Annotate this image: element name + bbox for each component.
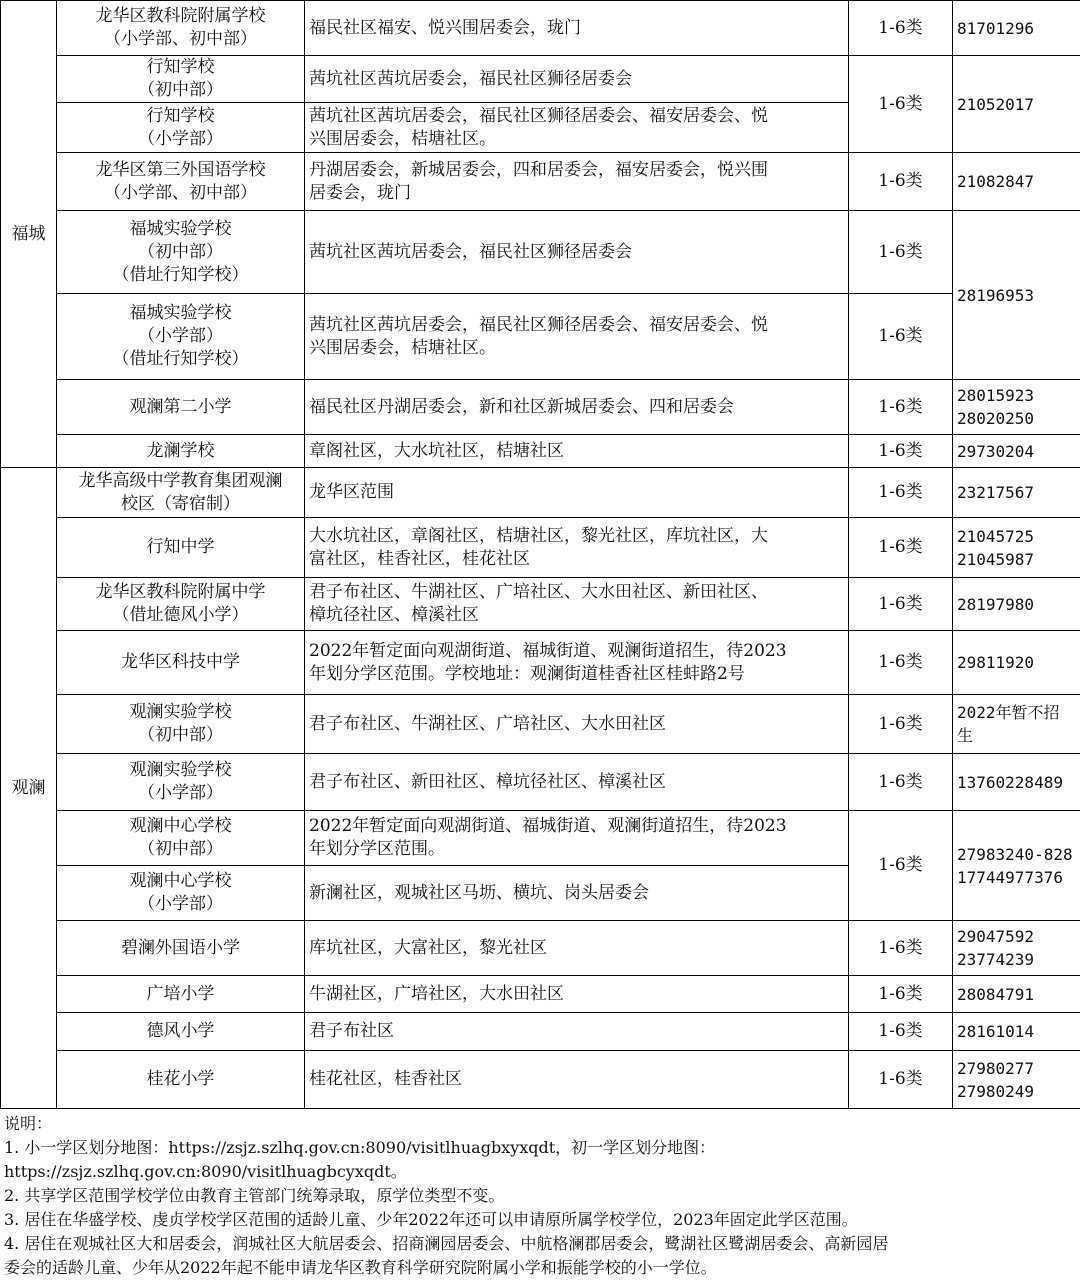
category: 1-6类: [849, 578, 953, 631]
district-area: 新澜社区，观城社区马坜、横坑、岗头居委会: [305, 866, 849, 921]
note-1-url: https://zsjz.szlhq.gov.cn:8090/visitlhuagbcyxqdt。: [4, 1162, 407, 1181]
category: 1-6类: [849, 921, 953, 976]
school-name: 桂花小学: [57, 1051, 305, 1109]
table-row: [1, 153, 1080, 211]
school-name: 观澜实验学校 （小学部）: [57, 754, 305, 811]
school-name: 德风小学: [57, 1013, 305, 1051]
school-name: 观澜第二小学: [57, 380, 305, 435]
phone: 29811920: [953, 631, 1080, 695]
school-name: 碧澜外国语小学: [57, 921, 305, 976]
notes-section: [4, 1112, 1078, 1280]
category: 1-6类: [849, 1051, 953, 1109]
district-area: 章阁社区，大水坑社区，桔塘社区: [305, 435, 849, 468]
table-row: [1, 1051, 1080, 1109]
school-name: 观澜实验学校 （初中部）: [57, 695, 305, 754]
category: 1-6类: [849, 380, 953, 435]
table-row: [1, 468, 1080, 518]
district-cell: 福城: [1, 1, 57, 468]
table-row: [1, 921, 1080, 976]
category: 1-6类: [849, 754, 953, 811]
table-row: [1, 695, 1080, 754]
table-row: [1, 518, 1080, 578]
category: 1-6类: [849, 811, 953, 921]
notes-title: 说明：: [4, 1114, 53, 1133]
school-name: 福城实验学校 （小学部） （借址行知学校）: [57, 294, 305, 380]
table-row: [1, 211, 1080, 294]
district-area: 大水坑社区，章阁社区，桔塘社区，黎光社区，库坑社区，大 富社区，桂香社区，桂花社区: [305, 518, 849, 578]
phone: 28084791: [953, 976, 1080, 1013]
category: 1-6类: [849, 211, 953, 294]
school-name: 行知学校 （小学部）: [57, 103, 305, 153]
phone: 28197980: [953, 578, 1080, 631]
school-name: 龙华区第三外国语学校 （小学部、初中部）: [57, 153, 305, 211]
phone: 2022年暂不招 生: [953, 695, 1080, 754]
district-area: 君子布社区、新田社区、樟坑径社区、樟溪社区: [305, 754, 849, 811]
district-area: 库坑社区，大富社区，黎光社区: [305, 921, 849, 976]
table-row: [1, 56, 1080, 103]
phone: 21052017: [953, 56, 1080, 153]
school-name: 福城实验学校 （初中部） （借址行知学校）: [57, 211, 305, 294]
note-4: 4. 居住在观城社区大和居委会，润城社区大航居委会、招商澜园居委会、中航格澜郡居委会，鹭湖社区鹭湖居委会、高新园居: [4, 1234, 889, 1253]
phone: 29730204: [953, 435, 1080, 468]
district-area: 君子布社区、牛湖社区、广培社区、大水田社区: [305, 695, 849, 754]
district-cell: 观澜: [1, 468, 57, 1109]
district-area: 茜坑社区茜坑居委会，福民社区狮径居委会: [305, 56, 849, 103]
category: 1-6类: [849, 1013, 953, 1051]
district-area: 2022年暂定面向观湖街道、福城街道、观澜街道招生，待2023 年划分学区范围。学校地址：观澜街道桂香社区桂蚌路2号: [305, 631, 849, 695]
category: 1-6类: [849, 518, 953, 578]
table-row: [1, 294, 1080, 380]
phone: 27980277 27980249: [953, 1051, 1080, 1109]
district-area: 牛湖社区，广培社区，大水田社区: [305, 976, 849, 1013]
district-area: 丹湖居委会，新城居委会，四和居委会，福安居委会，悦兴围 居委会，珑门: [305, 153, 849, 211]
category: 1-6类: [849, 631, 953, 695]
table-row: [1, 976, 1080, 1013]
phone: 81701296: [953, 1, 1080, 56]
category: 1-6类: [849, 976, 953, 1013]
school-name: 龙华高级中学教育集团观澜 校区（寄宿制）: [57, 468, 305, 518]
table-row: [1, 380, 1080, 435]
district-area: 君子布社区: [305, 1013, 849, 1051]
district-area: 君子布社区、牛湖社区、广培社区、大水田社区、新田社区、 樟坑径社区、樟溪社区: [305, 578, 849, 631]
school-name: 观澜中心学校 （初中部）: [57, 811, 305, 866]
school-name: 龙华区教科院附属中学 （借址德风小学）: [57, 578, 305, 631]
district-area: 桂花社区，桂香社区: [305, 1051, 849, 1109]
table-row: [1, 1, 1080, 56]
school-name: 行知学校 （初中部）: [57, 56, 305, 103]
note-1: 1. 小一学区划分地图：https://zsjz.szlhq.gov.cn:8090/visitlhuagbxyxqdt，初一学区划分地图：: [4, 1138, 716, 1157]
note-2: 2. 共享学区范围学校学位由教育主管部门统筹录取，原学位类型不变。: [4, 1186, 505, 1205]
phone: 13760228489: [953, 754, 1080, 811]
table-row: [1, 811, 1080, 866]
district-area: 龙华区范围: [305, 468, 849, 518]
phone: 29047592 23774239: [953, 921, 1080, 976]
school-name: 龙华区教科院附属学校 （小学部、初中部）: [57, 1, 305, 56]
school-name: 龙澜学校: [57, 435, 305, 468]
phone: 21045725 21045987: [953, 518, 1080, 578]
table-row: [1, 631, 1080, 695]
phone: 28015923 28020250: [953, 380, 1080, 435]
category: 1-6类: [849, 468, 953, 518]
table-row: [1, 578, 1080, 631]
district-area: 福民社区福安、悦兴围居委会，珑门: [305, 1, 849, 56]
school-name: 广培小学: [57, 976, 305, 1013]
school-name: 龙华区科技中学: [57, 631, 305, 695]
category: 1-6类: [849, 695, 953, 754]
phone: 28196953: [953, 211, 1080, 380]
note-4-cont: 委会的适龄儿童、少年从2022年起不能申请龙华区教育科学研究院附属小学和振能学校的小一学位。: [4, 1258, 717, 1277]
district-area: 2022年暂定面向观湖街道、福城街道、观澜街道招生，待2023 年划分学区范围。: [305, 811, 849, 866]
category: 1-6类: [849, 294, 953, 380]
phone: 23217567: [953, 468, 1080, 518]
district-area: 福民社区丹湖居委会，新和社区新城居委会、四和居委会: [305, 380, 849, 435]
phone: 21082847: [953, 153, 1080, 211]
district-area: 茜坑社区茜坑居委会，福民社区狮径居委会、福安居委会、悦 兴围居委会，桔塘社区。: [305, 103, 849, 153]
category: 1-6类: [849, 56, 953, 153]
note-3: 3. 居住在华盛学校、虔贞学校学区范围的适龄儿童、少年2022年还可以申请原所属学校学位，2023年固定此学区范围。: [4, 1210, 858, 1229]
category: 1-6类: [849, 435, 953, 468]
category: 1-6类: [849, 153, 953, 211]
category: 1-6类: [849, 1, 953, 56]
phone: 28161014: [953, 1013, 1080, 1051]
district-area: 茜坑社区茜坑居委会，福民社区狮径居委会: [305, 211, 849, 294]
phone: 27983240-828 17744977376: [953, 811, 1080, 921]
table-row: [1, 754, 1080, 811]
school-name: 行知中学: [57, 518, 305, 578]
school-name: 观澜中心学校 （小学部）: [57, 866, 305, 921]
district-area: 茜坑社区茜坑居委会，福民社区狮径居委会、福安居委会、悦 兴围居委会，桔塘社区。: [305, 294, 849, 380]
table-row: [1, 435, 1080, 468]
table-row: [1, 1013, 1080, 1051]
